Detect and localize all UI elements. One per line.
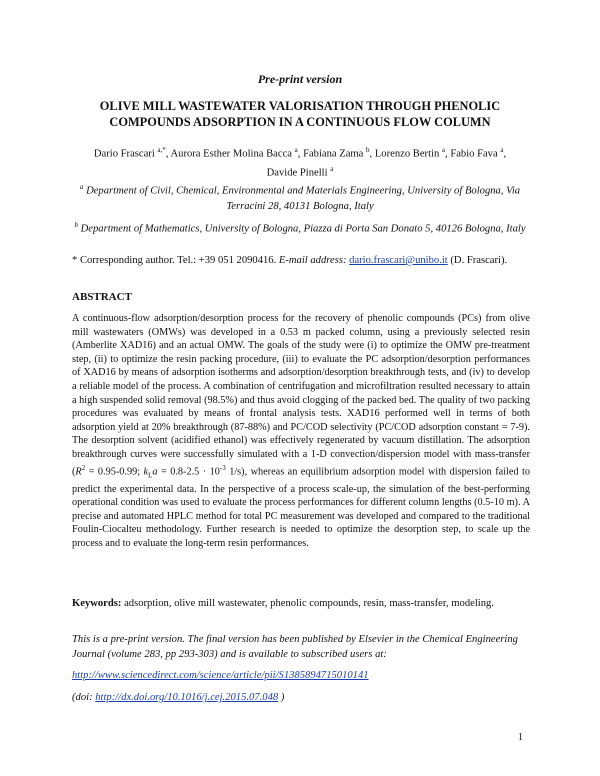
- affiliation-mark: a: [79, 183, 84, 191]
- keywords: [72, 596, 530, 611]
- kla-exponent: -3: [219, 463, 226, 472]
- r2-symbol: R: [75, 465, 82, 477]
- affiliation-text: Department of Civil, Chemical, Environmental and Materials Engineering, University of Bologna, Via Terracini 28, 40131 Bologna, Italy: [86, 185, 521, 212]
- keywords-label: Keywords:: [72, 598, 122, 609]
- abstract-body: [72, 312, 530, 551]
- author-affiliation-mark: a: [330, 164, 334, 173]
- doi-prefix: (doi:: [72, 692, 93, 703]
- email-link[interactable]: dario.frascari@unibo.it: [349, 255, 448, 266]
- author-affiliation-mark: b: [366, 146, 370, 154]
- keywords-text: adsorption, olive mill wastewater, phenolic compounds, resin, mass-transfer, modeling.: [124, 598, 494, 609]
- abstract-text-part2: an equilibrium adsorption model with dispersion failed to predict the experimental data. In the perspective of a process scale-up, the simulation of the best-performing operational condition was used to evaluate the process performances for different column lengths (0.5-10 m). A precise and automated HPLC method for total PC measurement was developed and compared to the traditional Foulin-Ciocalteu methodology. Further research is needed to optimize the desorption step, to scale up the process and to evaluate the long-term resin performances.: [72, 465, 531, 549]
- author-affiliation-mark: a: [500, 146, 504, 154]
- affiliation-b: [72, 218, 528, 237]
- author-name: Fabio Fava: [450, 148, 498, 160]
- page-number: 1: [518, 732, 523, 743]
- corresponding-prefix: * Corresponding author. Tel.: +39 051 2090416.: [72, 255, 277, 266]
- preprint-note: This is a pre-print version. The final version has been published by Elsevier in the Chemical Engineering Journal (volume 283, pp 293-303) and is available to subscribed users at:: [72, 634, 518, 660]
- affiliation-text: Department of Mathematics, University of Bologna, Piazza di Porta San Donato 5, 40126 Bologna, Italy: [80, 223, 526, 235]
- affiliation-a: [72, 180, 528, 214]
- author-affiliation-mark: a: [441, 146, 446, 154]
- paper-title: OLIVE MILL WASTEWATER VALORISATION THROUGH PHENOLIC COMPOUNDS ADSORPTION IN A CONTINUOUS FLOW COLUMN: [99, 99, 501, 129]
- article-url-link[interactable]: http://www.sciencedirect.com/science/article/pii/S1385894715010141: [72, 670, 369, 681]
- author-name: Aurora Esther Molina Bacca: [170, 148, 292, 160]
- doi-link[interactable]: http://dx.doi.org/10.1016/j.cej.2015.07.048: [95, 692, 279, 703]
- kla-unit: 1/s), whereas: [225, 465, 285, 477]
- preprint-label: Pre-print version: [257, 72, 343, 86]
- abstract-heading: ABSTRACT: [72, 291, 132, 303]
- author-name: Fabiana Zama: [303, 148, 364, 160]
- author-name: Davide Pinelli: [266, 167, 328, 179]
- article-url-line: [72, 670, 369, 681]
- author-list: Dario Frascari $^{a,*}$, Aurora Esther Molina Bacca $^a$, Fabiana Zama $^b$, Lorenzo Bertin $^a$, Fabio Fava $^a$, Davide Pinelli $^a$: [93, 146, 507, 179]
- affiliation-mark: b: [74, 221, 78, 229]
- abstract-text-part1: A continuous-flow adsorption/desorption process for the recovery of phenolic compounds (PCs) from olive mill wastewaters (OMWs) was developed in a 0.53 m packed column, using a previously selected resin (Amberlite XAD16) and an actual OMW. The goals of the study were (i) to optimize the OMW pre-treatment step, (ii) to optimize the resin packing procedure, (iii) to evaluate the PC adsorption/desorption performances of XAD16 by means of adsorption isotherms and adsorption/desorption breakthrough tests, and (iv) to develop a reliable model of the process. A combination of centrifugation and microfiltration resulted necessary to attain a high suspended solid removal (98.5%) and thus avoid clogging of the packed bed. The quality of two packing procedures was evaluated by means of frontal analysis tests. XAD16 performed well in terms of both adsorption yield at 20% breakthrough (87-88%) and PC/COD selectivity (PC/COD adsorption constant = 7-9). The desorption solvent (acidified ethanol) was effectively regenerated by vacuum distillation. The adsorption breakthrough curves were successfully simulated with a 1-D convection/dispersion model with mass-transfer (: [72, 313, 530, 477]
- kla-a: a: [152, 465, 158, 477]
- email-label: E-mail address:: [278, 255, 347, 266]
- author-affiliation-mark: a: [294, 146, 298, 154]
- author-affiliation-mark: a,*: [157, 146, 166, 154]
- r2-superscript: 2: [81, 463, 86, 472]
- corresponding-author: [72, 253, 528, 268]
- kla-subscript: L: [148, 470, 153, 479]
- corresponding-suffix: (D. Frascari).: [450, 255, 508, 266]
- doi-suffix: ): [280, 692, 285, 703]
- kla-value: = 0.8-2.5 · 10: [157, 465, 220, 477]
- author-name: Dario Frascari: [93, 148, 155, 160]
- doi-line: [72, 692, 284, 703]
- author-name: Lorenzo Bertin: [374, 148, 440, 160]
- kla-symbol: k: [143, 465, 149, 477]
- r2-value: = 0.95-0.99;: [85, 465, 144, 477]
